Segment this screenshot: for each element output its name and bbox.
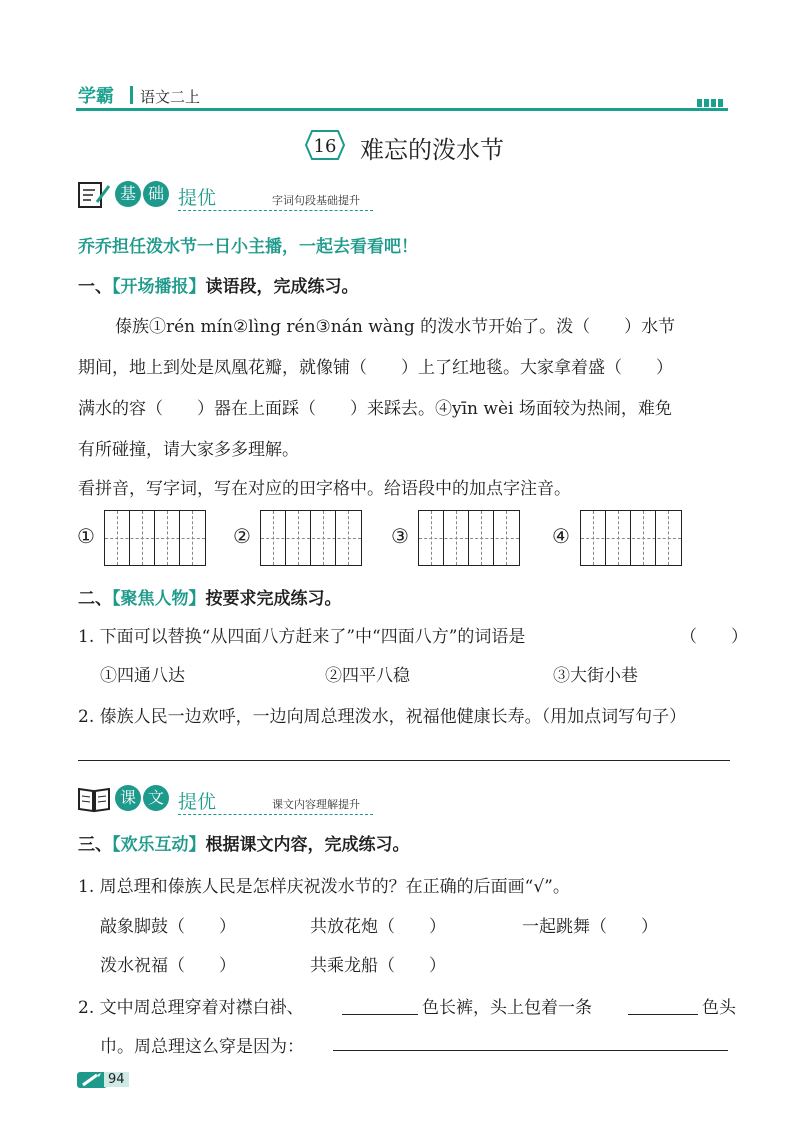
grid-label-4: ④ [552,524,570,548]
header-rule [76,108,728,111]
tian-grid-2[interactable] [260,510,362,566]
tian-grid-1[interactable] [104,510,206,566]
q1-paragraph-line-2: 期间，地上到处是凤凰花瓣，就像铺（ ）上了红地毯。大家拿着盛（ ） [78,358,673,378]
q3-blank-2[interactable] [628,1014,698,1015]
brand-divider [130,86,133,104]
tian-grid-3[interactable] [418,510,520,566]
q2-prefix: 二、 [78,589,112,609]
open-book-icon [77,784,111,814]
brand-logo: 学霸 [78,86,114,107]
section-pill: 课 [115,785,141,811]
q3-tag: 【欢乐互动】 [112,835,206,855]
pencil-icon [77,1070,107,1090]
q3-prefix: 三、 [78,835,112,855]
q2-title-text: 按要求完成练习。 [205,589,342,609]
q3-item-2-b: 色长裤，头上包着一条 [422,998,592,1018]
section-text-underline [178,814,373,815]
section-basic-header [115,181,171,207]
q2-option-3[interactable]: ③大街小巷 [553,666,638,686]
subject-label: 语文二上 [140,88,201,106]
answer-line[interactable] [78,760,730,761]
q2-title [78,584,342,609]
lesson-title: 难忘的泼水节 [360,136,504,164]
q2-option-2[interactable]: ②四平八稳 [325,666,410,686]
section-text-header [115,785,171,811]
section-intro: 乔乔担任泼水节一日小主播，一起去看看吧！ [78,237,418,257]
q1-instruction: 看拼音，写字词，写在对应的田字格中。给语段中的加点字注音。 [78,479,571,499]
q3-title [78,830,410,855]
q2-option-1[interactable]: ①四通八达 [100,666,185,686]
q3-choice-4[interactable]: 泼水祝福（ ） [100,956,236,976]
q3-choice-5[interactable]: 共乘龙船（ ） [310,956,446,976]
section-basic-tag: 字词句段基础提升 [272,194,360,207]
q2-item-2: 2. 傣族人民一边欢呼，一边向周总理泼水，祝福他健康长寿。（用加点词写句子） [78,707,687,727]
notebook-pencil-icon [77,180,111,210]
q3-item-2-a: 2. 文中周总理穿着对襟白褂、 [78,998,304,1018]
q3-item-1: 1. 周总理和傣族人民是怎样庆祝泼水节的？在正确的后面画“√”。 [78,877,570,897]
q1-title [78,272,359,297]
page-number: 94 [104,1072,129,1087]
section-pill: 文 [143,785,169,811]
section-text-word: 提优 [178,791,217,813]
q1-paragraph-line-4: 有所碰撞，请大家多多理解。 [78,440,299,460]
section-basic-word: 提优 [178,187,217,209]
grid-label-2: ② [233,524,251,548]
q1-paragraph-line-3: 满水的容（ ）器在上面踩（ ）来踩去。④yīn wèi 场面较为热闹，难免 [78,399,672,419]
q3-item-2-d: 巾。周总理这么穿是因为： [100,1037,304,1057]
grid-label-1: ① [77,524,95,548]
q3-blank-3[interactable] [333,1050,728,1051]
lesson-number-badge [300,128,344,162]
section-pill: 基 [115,181,141,207]
tian-grid-4[interactable] [580,510,682,566]
q3-blank-1[interactable] [342,1014,418,1015]
q3-choice-2[interactable]: 共放花炮（ ） [310,917,446,937]
q1-title-text: 读语段，完成练习。 [205,277,359,297]
section-text-tag: 课文内容理解提升 [272,798,360,811]
q2-tag: 【聚焦人物】 [112,589,206,609]
q1-paragraph-line-1: 傣族①rén mín②lìng rén③nán wàng 的泼水节开始了。泼（ ）水节 [115,317,676,337]
q3-item-2-c: 色头 [702,998,736,1018]
q3-choice-3[interactable]: 一起跳舞（ ） [522,917,658,937]
q1-prefix: 一、 [78,277,112,297]
section-basic-underline [178,210,373,211]
q2-item-1: 1. 下面可以替换“从四面八方赶来了”中“四面八方”的词语是 [78,627,526,647]
lesson-number: 16 [313,136,337,157]
q1-tag: 【开场播报】 [112,277,206,297]
q3-title-text: 根据课文内容，完成练习。 [205,835,410,855]
section-pill: 础 [143,181,169,207]
grid-label-3: ③ [391,524,409,548]
q3-choice-1[interactable]: 敲象脚鼓（ ） [100,917,236,937]
q2-item-1-answer[interactable]: （ ） [680,627,748,647]
